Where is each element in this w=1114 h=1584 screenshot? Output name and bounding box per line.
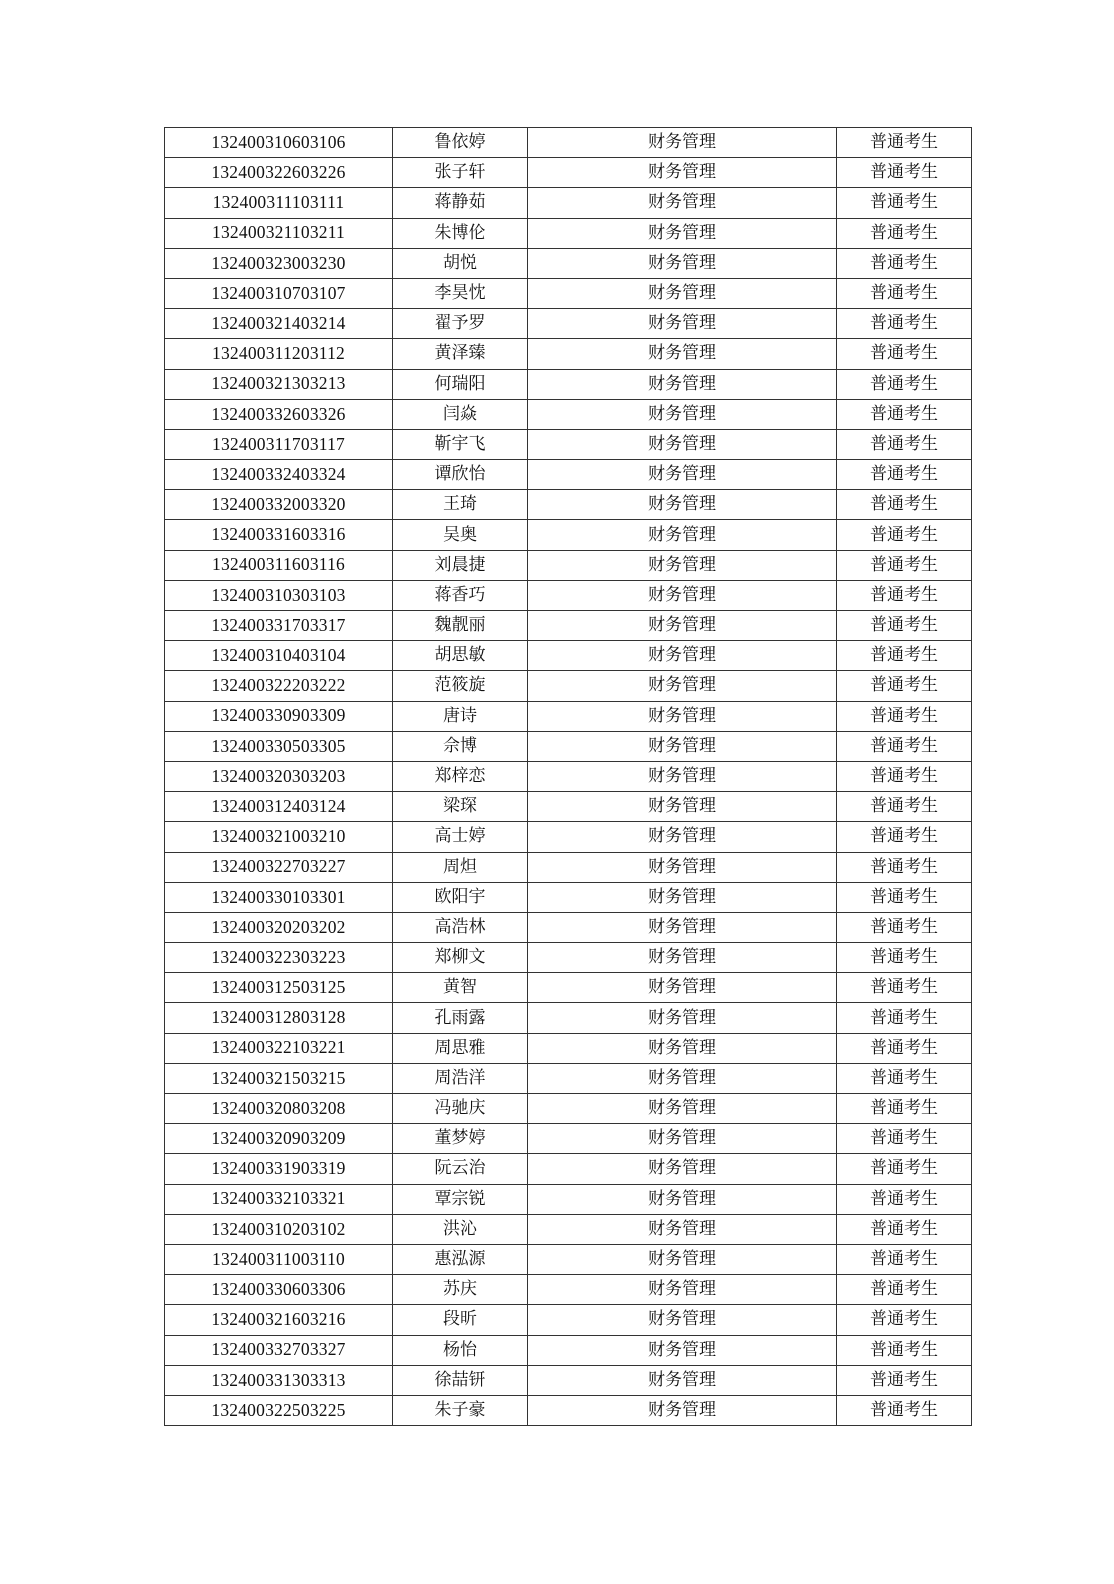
candidate-type-cell: 普通考生 bbox=[837, 611, 972, 641]
candidate-id-cell: 132400322103221 bbox=[165, 1033, 393, 1063]
candidate-type-cell: 普通考生 bbox=[837, 278, 972, 308]
major-cell: 财务管理 bbox=[528, 852, 837, 882]
candidate-type-cell: 普通考生 bbox=[837, 369, 972, 399]
table-row bbox=[165, 369, 972, 399]
candidate-id-cell: 132400330103301 bbox=[165, 882, 393, 912]
table-row bbox=[165, 1365, 972, 1395]
major-cell: 财务管理 bbox=[528, 912, 837, 942]
major-cell: 财务管理 bbox=[528, 580, 837, 610]
candidate-type-cell: 普通考生 bbox=[837, 490, 972, 520]
candidate-name-cell: 蒋静茹 bbox=[393, 188, 528, 218]
major-cell: 财务管理 bbox=[528, 188, 837, 218]
major-cell: 财务管理 bbox=[528, 1003, 837, 1033]
candidate-name-cell: 朱子豪 bbox=[393, 1395, 528, 1425]
candidate-type-cell: 普通考生 bbox=[837, 399, 972, 429]
major-cell: 财务管理 bbox=[528, 550, 837, 580]
table-row bbox=[165, 460, 972, 490]
major-cell: 财务管理 bbox=[528, 1305, 837, 1335]
table-row bbox=[165, 731, 972, 761]
table-row bbox=[165, 1214, 972, 1244]
major-cell: 财务管理 bbox=[528, 641, 837, 671]
candidate-type-cell: 普通考生 bbox=[837, 309, 972, 339]
candidate-type-cell: 普通考生 bbox=[837, 520, 972, 550]
candidate-name-cell: 佘博 bbox=[393, 731, 528, 761]
candidate-id-cell: 132400321403214 bbox=[165, 309, 393, 339]
major-cell: 财务管理 bbox=[528, 399, 837, 429]
candidate-id-cell: 132400310703107 bbox=[165, 278, 393, 308]
table-row bbox=[165, 852, 972, 882]
candidate-id-cell: 132400321503215 bbox=[165, 1063, 393, 1093]
candidate-type-cell: 普通考生 bbox=[837, 852, 972, 882]
candidate-id-cell: 132400330503305 bbox=[165, 731, 393, 761]
candidate-id-cell: 132400310203102 bbox=[165, 1214, 393, 1244]
table-row bbox=[165, 1154, 972, 1184]
major-cell: 财务管理 bbox=[528, 1124, 837, 1154]
candidate-name-cell: 周炟 bbox=[393, 852, 528, 882]
table-row bbox=[165, 520, 972, 550]
candidate-name-cell: 张子轩 bbox=[393, 158, 528, 188]
candidate-type-cell: 普通考生 bbox=[837, 641, 972, 671]
major-cell: 财务管理 bbox=[528, 1033, 837, 1063]
candidate-id-cell: 132400312403124 bbox=[165, 792, 393, 822]
candidate-name-cell: 闫焱 bbox=[393, 399, 528, 429]
major-cell: 财务管理 bbox=[528, 1365, 837, 1395]
table-row bbox=[165, 761, 972, 791]
major-cell: 财务管理 bbox=[528, 671, 837, 701]
major-cell: 财务管理 bbox=[528, 1275, 837, 1305]
table-row bbox=[165, 641, 972, 671]
candidate-name-cell: 胡悦 bbox=[393, 248, 528, 278]
major-cell: 财务管理 bbox=[528, 1395, 837, 1425]
table-row bbox=[165, 1244, 972, 1274]
candidate-type-cell: 普通考生 bbox=[837, 731, 972, 761]
major-cell: 财务管理 bbox=[528, 1063, 837, 1093]
candidate-type-cell: 普通考生 bbox=[837, 188, 972, 218]
candidate-name-cell: 惠泓源 bbox=[393, 1244, 528, 1274]
candidate-type-cell: 普通考生 bbox=[837, 429, 972, 459]
candidate-type-cell: 普通考生 bbox=[837, 761, 972, 791]
table-row bbox=[165, 1033, 972, 1063]
table-row bbox=[165, 912, 972, 942]
table-row bbox=[165, 188, 972, 218]
candidate-name-cell: 蒋香巧 bbox=[393, 580, 528, 610]
candidate-type-cell: 普通考生 bbox=[837, 1214, 972, 1244]
candidate-id-cell: 132400310603106 bbox=[165, 128, 393, 158]
candidate-id-cell: 132400311603116 bbox=[165, 550, 393, 580]
candidate-id-cell: 132400310403104 bbox=[165, 641, 393, 671]
candidate-id-cell: 132400321003210 bbox=[165, 822, 393, 852]
major-cell: 财务管理 bbox=[528, 761, 837, 791]
candidate-id-cell: 132400311103111 bbox=[165, 188, 393, 218]
candidate-name-cell: 黄泽臻 bbox=[393, 339, 528, 369]
candidate-id-cell: 132400332703327 bbox=[165, 1335, 393, 1365]
major-cell: 财务管理 bbox=[528, 490, 837, 520]
table-row bbox=[165, 278, 972, 308]
candidate-type-cell: 普通考生 bbox=[837, 1033, 972, 1063]
candidate-type-cell: 普通考生 bbox=[837, 701, 972, 731]
table-row bbox=[165, 429, 972, 459]
major-cell: 财务管理 bbox=[528, 882, 837, 912]
candidate-type-cell: 普通考生 bbox=[837, 1003, 972, 1033]
candidate-type-cell: 普通考生 bbox=[837, 792, 972, 822]
candidate-name-cell: 周浩洋 bbox=[393, 1063, 528, 1093]
table-row bbox=[165, 943, 972, 973]
roster-table bbox=[164, 127, 972, 1426]
table-row bbox=[165, 1003, 972, 1033]
candidate-type-cell: 普通考生 bbox=[837, 460, 972, 490]
major-cell: 财务管理 bbox=[528, 369, 837, 399]
table-row bbox=[165, 1094, 972, 1124]
candidate-type-cell: 普通考生 bbox=[837, 128, 972, 158]
candidate-type-cell: 普通考生 bbox=[837, 1063, 972, 1093]
candidate-id-cell: 132400311703117 bbox=[165, 429, 393, 459]
candidate-name-cell: 苏庆 bbox=[393, 1275, 528, 1305]
major-cell: 财务管理 bbox=[528, 248, 837, 278]
table-row bbox=[165, 1063, 972, 1093]
candidate-id-cell: 132400322703227 bbox=[165, 852, 393, 882]
major-cell: 财务管理 bbox=[528, 1335, 837, 1365]
candidate-name-cell: 唐诗 bbox=[393, 701, 528, 731]
table-row bbox=[165, 701, 972, 731]
candidate-type-cell: 普通考生 bbox=[837, 158, 972, 188]
table-row bbox=[165, 1275, 972, 1305]
candidate-type-cell: 普通考生 bbox=[837, 1335, 972, 1365]
candidate-type-cell: 普通考生 bbox=[837, 822, 972, 852]
candidate-name-cell: 吴奥 bbox=[393, 520, 528, 550]
candidate-name-cell: 董梦婷 bbox=[393, 1124, 528, 1154]
major-cell: 财务管理 bbox=[528, 701, 837, 731]
candidate-name-cell: 何瑞阳 bbox=[393, 369, 528, 399]
candidate-name-cell: 王琦 bbox=[393, 490, 528, 520]
candidate-type-cell: 普通考生 bbox=[837, 1395, 972, 1425]
table-row bbox=[165, 550, 972, 580]
candidate-id-cell: 132400332103321 bbox=[165, 1184, 393, 1214]
major-cell: 财务管理 bbox=[528, 611, 837, 641]
candidate-id-cell: 132400320203202 bbox=[165, 912, 393, 942]
table-row bbox=[165, 1305, 972, 1335]
candidate-name-cell: 欧阳宇 bbox=[393, 882, 528, 912]
major-cell: 财务管理 bbox=[528, 731, 837, 761]
major-cell: 财务管理 bbox=[528, 822, 837, 852]
table-row bbox=[165, 339, 972, 369]
candidate-name-cell: 李昊忱 bbox=[393, 278, 528, 308]
major-cell: 财务管理 bbox=[528, 1184, 837, 1214]
table-row bbox=[165, 1184, 972, 1214]
major-cell: 财务管理 bbox=[528, 520, 837, 550]
candidate-id-cell: 132400321603216 bbox=[165, 1305, 393, 1335]
candidate-type-cell: 普通考生 bbox=[837, 912, 972, 942]
candidate-id-cell: 132400322203222 bbox=[165, 671, 393, 701]
candidate-type-cell: 普通考生 bbox=[837, 550, 972, 580]
table-row bbox=[165, 490, 972, 520]
candidate-id-cell: 132400310303103 bbox=[165, 580, 393, 610]
candidate-name-cell: 冯驰庆 bbox=[393, 1094, 528, 1124]
candidate-name-cell: 朱博伦 bbox=[393, 218, 528, 248]
major-cell: 财务管理 bbox=[528, 943, 837, 973]
major-cell: 财务管理 bbox=[528, 1244, 837, 1274]
candidate-name-cell: 段昕 bbox=[393, 1305, 528, 1335]
candidate-id-cell: 132400320303203 bbox=[165, 761, 393, 791]
candidate-type-cell: 普通考生 bbox=[837, 1124, 972, 1154]
candidate-id-cell: 132400311203112 bbox=[165, 339, 393, 369]
major-cell: 财务管理 bbox=[528, 1094, 837, 1124]
table-row bbox=[165, 822, 972, 852]
candidate-name-cell: 杨怡 bbox=[393, 1335, 528, 1365]
candidate-name-cell: 靳宇飞 bbox=[393, 429, 528, 459]
major-cell: 财务管理 bbox=[528, 429, 837, 459]
major-cell: 财务管理 bbox=[528, 1154, 837, 1184]
table-row bbox=[165, 309, 972, 339]
candidate-id-cell: 132400331303313 bbox=[165, 1365, 393, 1395]
candidate-name-cell: 郑柳文 bbox=[393, 943, 528, 973]
candidate-id-cell: 132400320803208 bbox=[165, 1094, 393, 1124]
candidate-type-cell: 普通考生 bbox=[837, 1275, 972, 1305]
candidate-name-cell: 范筱旋 bbox=[393, 671, 528, 701]
candidate-id-cell: 132400332403324 bbox=[165, 460, 393, 490]
candidate-id-cell: 132400331603316 bbox=[165, 520, 393, 550]
candidate-name-cell: 周思雅 bbox=[393, 1033, 528, 1063]
major-cell: 财务管理 bbox=[528, 218, 837, 248]
candidate-type-cell: 普通考生 bbox=[837, 671, 972, 701]
candidate-id-cell: 132400323003230 bbox=[165, 248, 393, 278]
candidate-name-cell: 翟予罗 bbox=[393, 309, 528, 339]
candidate-name-cell: 洪沁 bbox=[393, 1214, 528, 1244]
table-row bbox=[165, 1124, 972, 1154]
candidate-name-cell: 高浩林 bbox=[393, 912, 528, 942]
candidate-id-cell: 132400311003110 bbox=[165, 1244, 393, 1274]
candidate-type-cell: 普通考生 bbox=[837, 1305, 972, 1335]
candidate-name-cell: 谭欣怡 bbox=[393, 460, 528, 490]
major-cell: 财务管理 bbox=[528, 339, 837, 369]
candidate-name-cell: 阮云治 bbox=[393, 1154, 528, 1184]
table-row bbox=[165, 1395, 972, 1425]
table-row bbox=[165, 128, 972, 158]
candidate-id-cell: 132400322303223 bbox=[165, 943, 393, 973]
candidate-name-cell: 魏靓丽 bbox=[393, 611, 528, 641]
candidate-id-cell: 132400320903209 bbox=[165, 1124, 393, 1154]
roster-table-body bbox=[165, 128, 972, 1426]
candidate-type-cell: 普通考生 bbox=[837, 1184, 972, 1214]
candidate-name-cell: 徐喆钘 bbox=[393, 1365, 528, 1395]
candidate-id-cell: 132400331903319 bbox=[165, 1154, 393, 1184]
candidate-id-cell: 132400321303213 bbox=[165, 369, 393, 399]
candidate-id-cell: 132400330603306 bbox=[165, 1275, 393, 1305]
candidate-name-cell: 鲁依婷 bbox=[393, 128, 528, 158]
candidate-name-cell: 高士婷 bbox=[393, 822, 528, 852]
candidate-type-cell: 普通考生 bbox=[837, 1094, 972, 1124]
candidate-name-cell: 刘晨捷 bbox=[393, 550, 528, 580]
major-cell: 财务管理 bbox=[528, 1214, 837, 1244]
table-row bbox=[165, 399, 972, 429]
table-row bbox=[165, 158, 972, 188]
major-cell: 财务管理 bbox=[528, 278, 837, 308]
major-cell: 财务管理 bbox=[528, 128, 837, 158]
major-cell: 财务管理 bbox=[528, 460, 837, 490]
candidate-id-cell: 132400332003320 bbox=[165, 490, 393, 520]
candidate-name-cell: 黄智 bbox=[393, 973, 528, 1003]
candidate-type-cell: 普通考生 bbox=[837, 943, 972, 973]
candidate-id-cell: 132400330903309 bbox=[165, 701, 393, 731]
candidate-type-cell: 普通考生 bbox=[837, 973, 972, 1003]
candidate-type-cell: 普通考生 bbox=[837, 1244, 972, 1274]
table-row bbox=[165, 248, 972, 278]
table-row bbox=[165, 671, 972, 701]
candidate-type-cell: 普通考生 bbox=[837, 580, 972, 610]
candidate-id-cell: 132400312503125 bbox=[165, 973, 393, 1003]
roster-sheet bbox=[164, 127, 971, 1426]
candidate-name-cell: 胡思敏 bbox=[393, 641, 528, 671]
major-cell: 财务管理 bbox=[528, 158, 837, 188]
candidate-name-cell: 覃宗锐 bbox=[393, 1184, 528, 1214]
candidate-id-cell: 132400312803128 bbox=[165, 1003, 393, 1033]
table-row bbox=[165, 580, 972, 610]
major-cell: 财务管理 bbox=[528, 973, 837, 1003]
table-row bbox=[165, 792, 972, 822]
major-cell: 财务管理 bbox=[528, 792, 837, 822]
table-row bbox=[165, 611, 972, 641]
candidate-id-cell: 132400331703317 bbox=[165, 611, 393, 641]
candidate-type-cell: 普通考生 bbox=[837, 218, 972, 248]
major-cell: 财务管理 bbox=[528, 309, 837, 339]
candidate-id-cell: 132400322503225 bbox=[165, 1395, 393, 1425]
candidate-name-cell: 郑梓恋 bbox=[393, 761, 528, 791]
candidate-name-cell: 孔雨露 bbox=[393, 1003, 528, 1033]
candidate-id-cell: 132400322603226 bbox=[165, 158, 393, 188]
candidate-id-cell: 132400321103211 bbox=[165, 218, 393, 248]
candidate-type-cell: 普通考生 bbox=[837, 248, 972, 278]
candidate-type-cell: 普通考生 bbox=[837, 339, 972, 369]
candidate-id-cell: 132400332603326 bbox=[165, 399, 393, 429]
candidate-type-cell: 普通考生 bbox=[837, 882, 972, 912]
candidate-name-cell: 梁琛 bbox=[393, 792, 528, 822]
table-row bbox=[165, 973, 972, 1003]
table-row bbox=[165, 882, 972, 912]
candidate-type-cell: 普通考生 bbox=[837, 1365, 972, 1395]
candidate-type-cell: 普通考生 bbox=[837, 1154, 972, 1184]
table-row bbox=[165, 1335, 972, 1365]
table-row bbox=[165, 218, 972, 248]
